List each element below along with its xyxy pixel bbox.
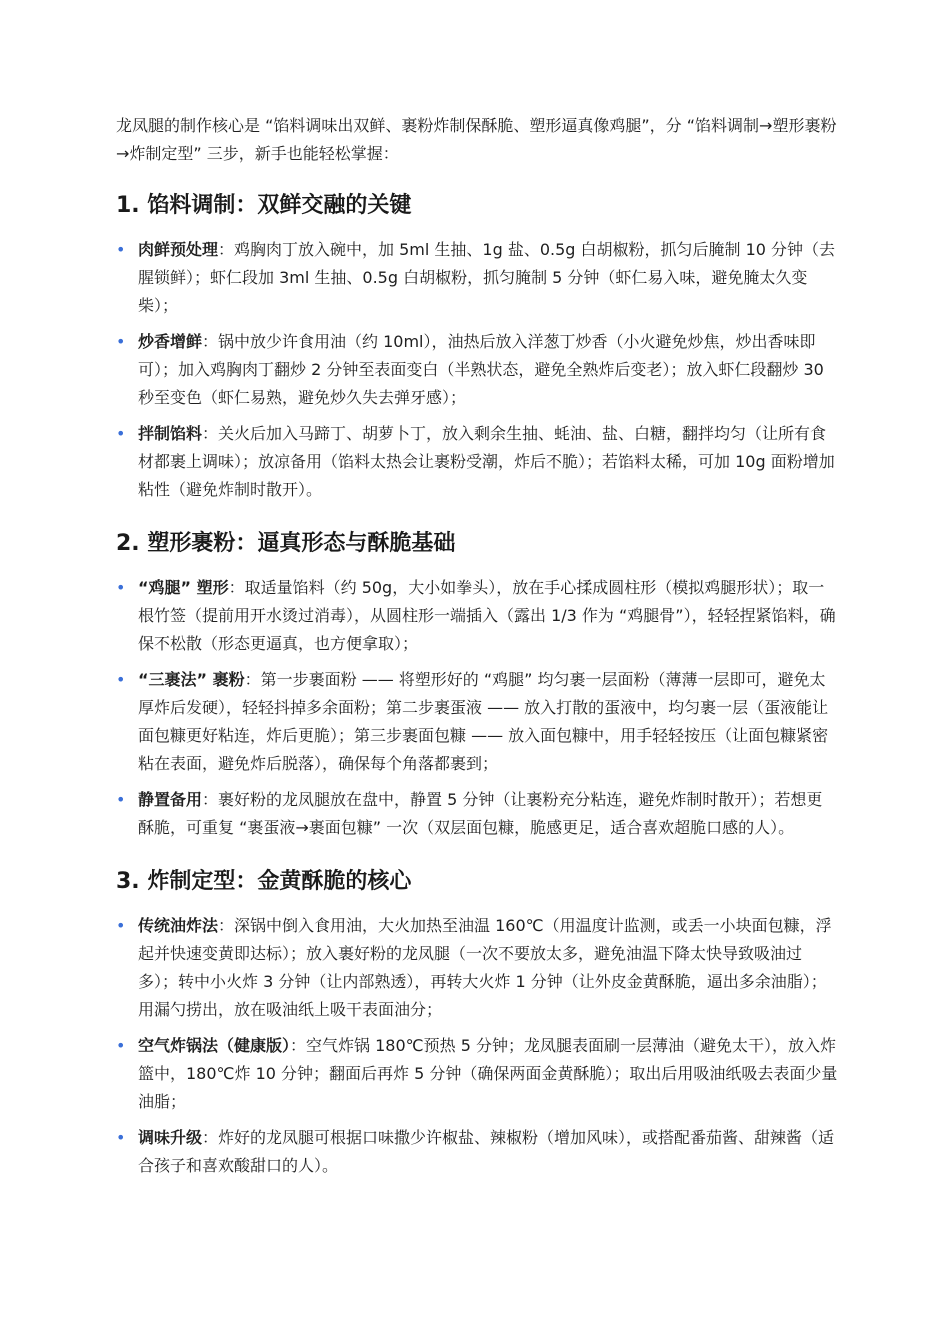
item-term: “三裹法” 裹粉	[138, 670, 245, 689]
section-list-shaping	[116, 574, 838, 842]
list-item	[116, 236, 838, 320]
list-item	[116, 912, 838, 1024]
list-item	[116, 1032, 838, 1116]
section-title-frying: 3. 炸制定型：金黄酥脆的核心	[116, 869, 412, 894]
bullet-icon: •	[116, 1128, 126, 1147]
bullet-icon: •	[116, 1036, 126, 1055]
item-text: ：空气炸锅 180℃预热 5 分钟；龙凤腿表面刷一层薄油（避免太干），放入炸篮中，180℃炸 10 分钟；翻面后再炸 5 分钟（确保两面金黄酥脆）；取出后用吸油纸吸去表面少量油脂；	[138, 1036, 838, 1111]
bullet-icon: •	[116, 790, 126, 809]
list-item	[116, 574, 838, 658]
item-text: ：第一步裹面粉 —— 将塑形好的 “鸡腿” 均匀裹一层面粉（薄薄一层即可，避免太厚炸后发硬），轻轻抖掉多余面粉；第二步裹蛋液 —— 放入打散的蛋液中，均匀裹一层（蛋液能让面包糠更好粘连，炸后更脆）；第三步裹面包糠 —— 放入面包糠中，用手轻轻按压（让面包糠紧密粘在表面，避免炸后脱落），确保每个角落都裹到；	[138, 670, 829, 773]
item-term: 肉鲜预处理	[138, 240, 219, 259]
item-text: ：鸡胸肉丁放入碗中，加 5ml 生抽、1g 盐、0.5g 白胡椒粉，抓匀后腌制 10 分钟（去腥锁鲜）；虾仁段加 3ml 生抽、0.5g 白胡椒粉，抓匀腌制 5 分钟（虾仁易入味，避免腌太久变柴）；	[138, 240, 836, 315]
bullet-icon: •	[116, 916, 126, 935]
item-term: 静置备用	[138, 790, 203, 809]
item-text: ：取适量馅料（约 50g，大小如拳头），放在手心揉成圆柱形（模拟鸡腿形状）；取一根竹签（提前用开水烫过消毒），从圆柱形一端插入（露出 1/3 作为 “鸡腿骨”），轻轻捏紧馅料，确保不松散（形态更逼真，也方便拿取）；	[138, 578, 836, 653]
item-term: 传统油炸法	[138, 916, 219, 935]
item-term: 拌制馅料	[138, 424, 203, 443]
list-item	[116, 786, 838, 842]
list-item	[116, 328, 838, 412]
item-term: 调味升级	[138, 1128, 203, 1147]
item-term: “鸡腿” 塑形	[138, 578, 229, 597]
section-list-frying	[116, 912, 838, 1180]
intro-paragraph: 龙凤腿的制作核心是 “馅料调味出双鲜、裹粉炸制保酥脆、塑形逼真像鸡腿”，分 “馅料调制→塑形裹粉→炸制定型” 三步，新手也能轻松掌握：	[116, 116, 837, 163]
section-list-filling	[116, 236, 838, 504]
document-body	[116, 112, 838, 1205]
bullet-icon: •	[116, 670, 126, 689]
list-item	[116, 1124, 838, 1180]
item-term: 炒香增鲜	[138, 332, 203, 351]
list-item	[116, 420, 838, 504]
item-text: ：锅中放少许食用油（约 10ml），油热后放入洋葱丁炒香（小火避免炒焦，炒出香味即可）；加入鸡胸肉丁翻炒 2 分钟至表面变白（半熟状态，避免全熟炸后变老）；放入虾仁段翻炒 30 秒至变色（虾仁易熟，避免炒久失去弹牙感）；	[138, 332, 824, 407]
section-title-filling: 1. 馅料调制：双鲜交融的关键	[116, 193, 412, 218]
item-text: ：深锅中倒入食用油，大火加热至油温 160℃（用温度计监测，或丢一小块面包糠，浮起并快速变黄即达标）；放入裹好粉的龙凤腿（一次不要放太多，避免油温下降太快导致吸油过多）；转中小火炸 3 分钟（让内部熟透），再转大火炸 1 分钟（让外皮金黄酥脆，逼出多余油脂）；用漏勺捞出，放在吸油纸上吸干表面油分；	[138, 916, 832, 1019]
item-text: ：裹好粉的龙凤腿放在盘中，静置 5 分钟（让裹粉充分粘连，避免炸制时散开）；若想更酥脆，可重复 “裹蛋液→裹面包糠” 一次（双层面包糠，脆感更足，适合喜欢超脆口感的人）。	[138, 790, 823, 837]
item-text: ：关火后加入马蹄丁、胡萝卜丁，放入剩余生抽、蚝油、盐、白糖，翻拌均匀（让所有食材都裹上调味）；放凉备用（馅料太热会让裹粉受潮，炸后不脆）；若馅料太稀，可加 10g 面粉增加粘性（避免炸制时散开）。	[138, 424, 835, 499]
list-item	[116, 666, 838, 778]
section-title-shaping: 2. 塑形裹粉：逼真形态与酥脆基础	[116, 531, 456, 556]
bullet-icon: •	[116, 424, 126, 443]
item-term: 空气炸锅法（健康版）	[138, 1036, 291, 1055]
bullet-icon: •	[116, 578, 126, 597]
item-text: ：炸好的龙凤腿可根据口味撒少许椒盐、辣椒粉（增加风味），或搭配番茄酱、甜辣酱（适合孩子和喜欢酸甜口的人）。	[138, 1128, 835, 1175]
bullet-icon: •	[116, 332, 126, 351]
bullet-icon: •	[116, 240, 126, 259]
